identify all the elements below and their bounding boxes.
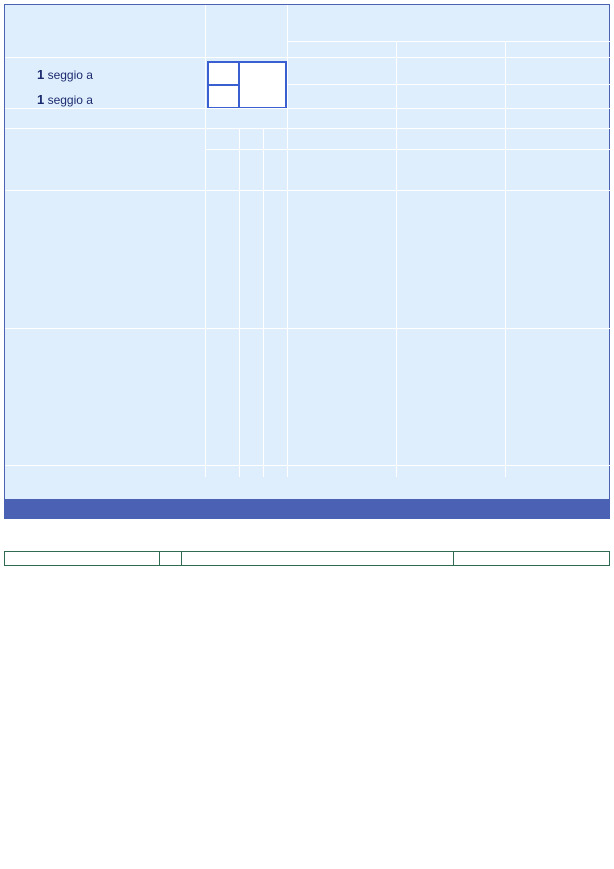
eletti-prop-table — [4, 551, 610, 566]
eletti-tables — [4, 547, 610, 566]
h-eletti-cb — [182, 552, 454, 566]
h-eletti-is — [454, 552, 610, 566]
results-panel — [4, 4, 610, 519]
h-proporzionale — [5, 552, 160, 566]
magg-row1-prefix: 1 seggio a — [37, 67, 93, 82]
footer-bar — [5, 499, 609, 518]
magg-row2-prefix: 1 seggio a — [37, 92, 93, 107]
